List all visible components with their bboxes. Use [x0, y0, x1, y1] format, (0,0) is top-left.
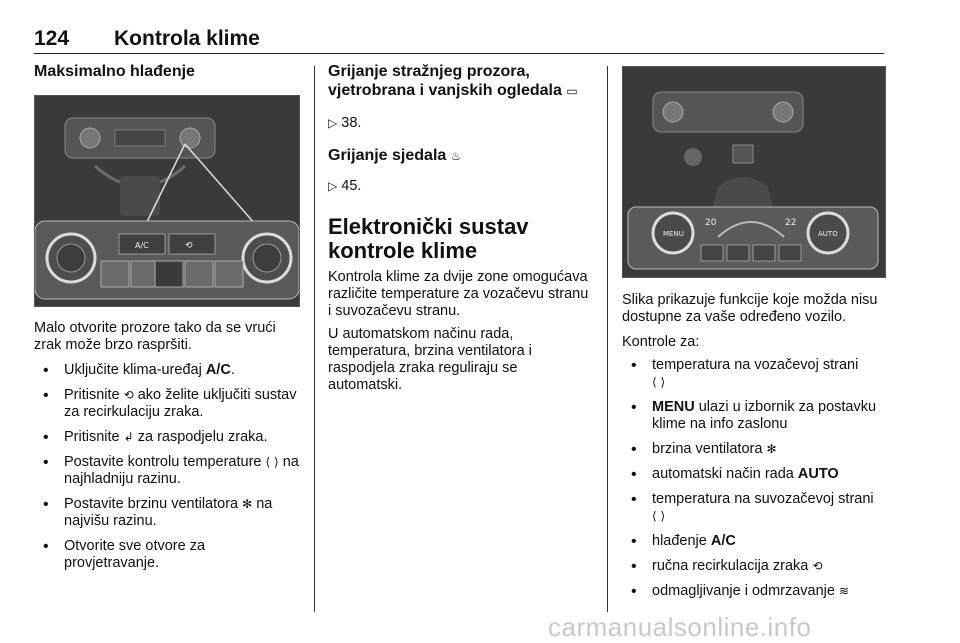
rear-defrost-icon: ▭ — [566, 84, 578, 98]
recirculation-icon: ⟲ — [812, 559, 823, 573]
fan-icon: ✻ — [766, 442, 777, 456]
ac-button-label: A/C — [135, 241, 149, 250]
temp-left-readout: 20 — [705, 218, 717, 228]
recirculation-icon: ⟲ — [185, 241, 193, 251]
body-text: U automatskom načinu rada, temperatura, brzina ventilatora i raspodjela zraka reguliraju se automatski. — [328, 326, 532, 393]
list-item: • Otvorite sve otvore za provjetravanje. — [34, 538, 300, 572]
auto-knob-label: AUTO — [818, 230, 838, 238]
fan-icon: ✻ — [242, 497, 253, 511]
page-header — [34, 27, 884, 54]
max-cooling-steps — [34, 362, 300, 572]
page-reference: ▷ 45. — [328, 178, 362, 194]
intro-text: Malo otvorite prozore tako da se vrući zrak može brzo raspršiti. — [34, 320, 276, 353]
list-item: • brzina ventilatora ✻ — [622, 441, 884, 458]
menu-knob-label: MENU — [663, 230, 684, 238]
page-number: 124 — [34, 27, 70, 50]
climate-panel-illustration — [623, 67, 885, 277]
column-3 — [622, 62, 884, 600]
list-item: • odmagljivanje i odmrzavanje ≋ — [622, 583, 884, 600]
list-item: • temperatura na vozačevoj strani ⟨ ⟩ — [622, 357, 884, 391]
list-item: • MENU ulazi u izbornik za postavku klime na info zaslonu — [622, 399, 884, 433]
list-item: • Uključite klima-uređaj A/C. — [34, 362, 300, 379]
temperature-knob-icon: ⟨ ⟩ — [265, 455, 279, 469]
list-item: • automatski način rada AUTO — [622, 466, 884, 483]
climate-panel-figure-1 — [34, 95, 300, 307]
column-divider — [314, 66, 315, 612]
controls-list — [622, 357, 884, 600]
temp-right-readout: 22 — [785, 218, 797, 228]
list-item: • Postavite kontrolu temperature ⟨ ⟩ na najhladniju razinu. — [34, 454, 300, 488]
list-item: • ručna recirkulacija zraka ⟲ — [622, 558, 884, 575]
seat-heating-icon: ♨ — [450, 149, 462, 163]
climate-panel-illustration — [35, 96, 299, 306]
body-text: Kontrola klime za dvije zone omogućava različite temperature za vozačevu stranu i suvozačevu stranu. — [328, 269, 589, 319]
column-divider — [607, 66, 608, 612]
controls-label: Kontrole za: — [622, 334, 700, 350]
temperature-knob-icon: ⟨ ⟩ — [652, 509, 666, 523]
recirculation-icon: ⟲ — [123, 388, 134, 402]
list-item: • Postavite brzinu ventilatora ✻ na najvišu razinu. — [34, 496, 300, 530]
climate-panel-figure-2 — [622, 66, 886, 278]
page-reference: ▷ 38. — [328, 115, 362, 131]
list-item: • temperatura na suvozačevoj strani ⟨ ⟩ — [622, 491, 884, 525]
section-heading-rear-defrost: Grijanje stražnjeg prozora, vjetrobrana i vanjskih ogledala ▭ — [328, 63, 578, 99]
defrost-icon: ≋ — [839, 584, 850, 598]
column-1 — [34, 62, 300, 572]
list-item: • Pritisnite ↲ za raspodjelu zraka. — [34, 429, 300, 446]
temperature-knob-icon: ⟨ ⟩ — [652, 375, 666, 389]
list-item: • Pritisnite ⟲ ako želite uključiti sustav za recirkulaciju zraka. — [34, 387, 300, 421]
air-distribution-icon: ↲ — [123, 430, 134, 444]
watermark: carmanualsonline.info — [548, 612, 812, 642]
page-title: Kontrola klime — [114, 27, 260, 50]
column-2 — [328, 62, 592, 394]
reference-arrow-icon: ▷ — [328, 116, 338, 130]
section-heading-max-cooling: Maksimalno hlađenje — [34, 63, 195, 80]
list-item: • hlađenje A/C — [622, 533, 884, 550]
reference-arrow-icon: ▷ — [328, 179, 338, 193]
section-heading-electronic-climate: Elektronički sustav kontrole klime — [328, 214, 529, 263]
figure-caption: Slika prikazuje funkcije koje možda nisu dostupne za vaše određeno vozilo. — [622, 292, 878, 325]
section-heading-seat-heating: Grijanje sjedala ♨ — [328, 147, 462, 164]
